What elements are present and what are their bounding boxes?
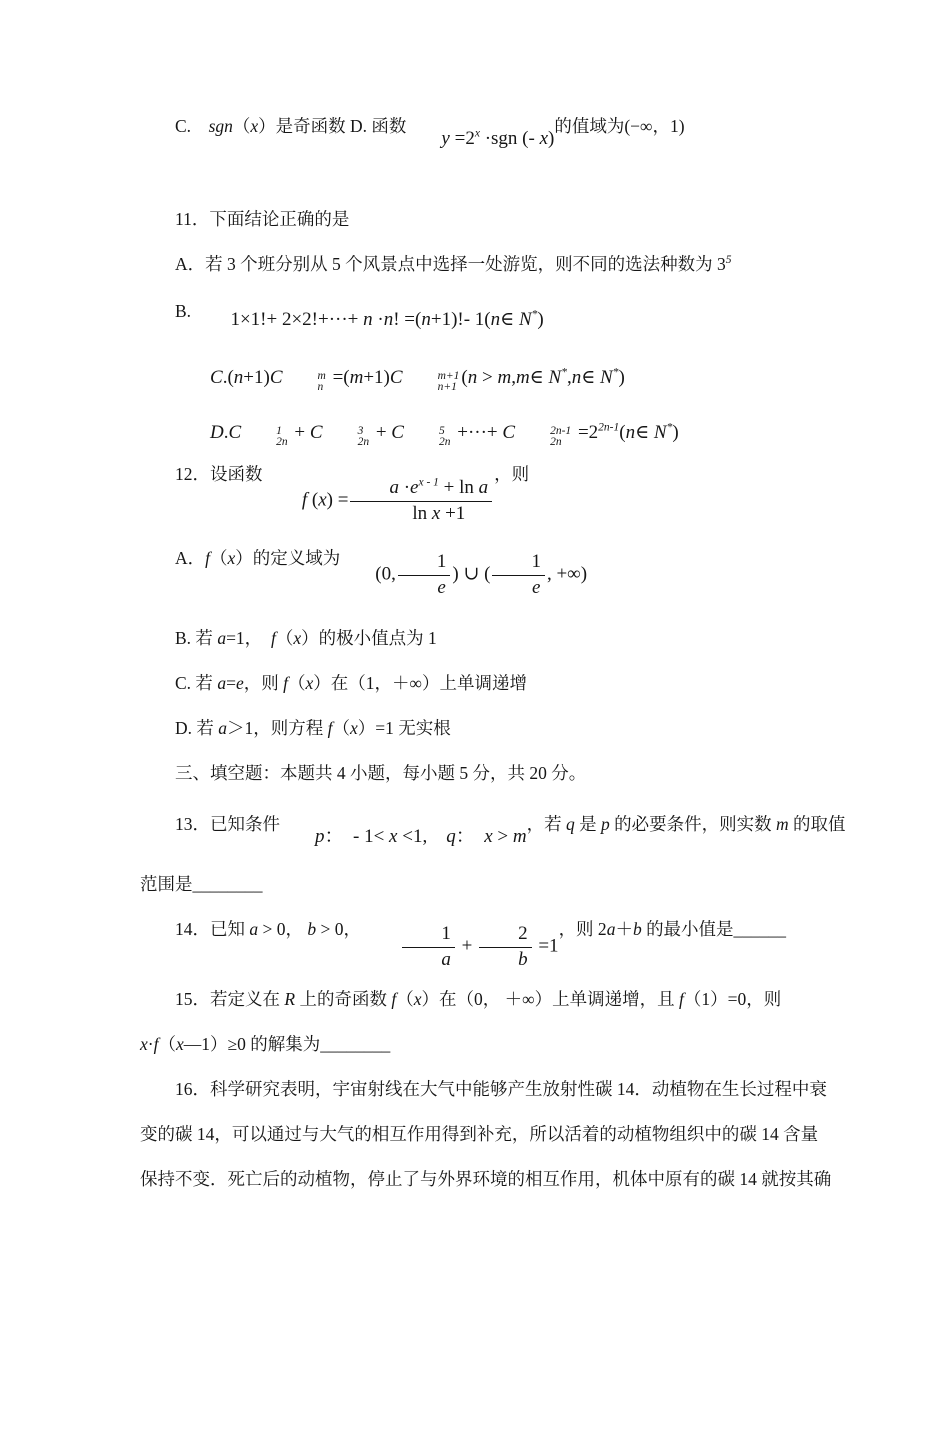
math-variable: n: [383, 308, 394, 330]
text-run: ∈: [635, 421, 654, 443]
paragraph-q15-line2: [140, 1022, 905, 1067]
math-variable: x: [431, 502, 441, 524]
fraction-denominator: [492, 576, 545, 600]
text-run: ! =(: [393, 308, 422, 330]
math-variable: a: [217, 627, 227, 648]
text-run: >: [492, 825, 513, 847]
text-run: —1）≥0 的解集为________: [183, 1034, 391, 1055]
math-variable: N: [600, 366, 613, 388]
paragraph-q12-c: [140, 661, 905, 706]
text-run: ,: [511, 366, 516, 388]
text-run: ) =: [326, 489, 349, 511]
text-run: （: [396, 989, 414, 1010]
text-run: 是: [574, 813, 601, 834]
paragraph-q11-stem: [140, 197, 905, 242]
paragraph-q12-stem: [140, 452, 905, 526]
text-run: 的最小值是______: [641, 919, 787, 940]
subscript: 2n: [276, 435, 288, 448]
text-run: 1: [531, 551, 541, 573]
superscript: 2n-1: [550, 424, 572, 437]
text-run: .(: [222, 366, 234, 388]
math-variable: C: [309, 421, 323, 443]
paragraph-q11-d: [140, 405, 905, 450]
math-variable: p: [315, 825, 325, 847]
text-run: ：: [455, 825, 485, 847]
text-run: ): [672, 421, 679, 443]
math-formula: [175, 421, 679, 448]
math-variable: b: [632, 919, 642, 940]
fraction-numerator: [398, 551, 451, 576]
paragraph-q16-line3: [140, 1157, 905, 1202]
subscript: n+1: [437, 380, 457, 393]
fraction: [350, 477, 492, 526]
paragraph-q13-line1: [140, 802, 905, 849]
text-run: +1): [363, 366, 390, 388]
math-variable: q: [446, 825, 456, 847]
math-variable: D: [210, 421, 224, 443]
text-run: 1: [441, 922, 451, 944]
math-variable: N: [518, 308, 532, 330]
superscript: x: [474, 127, 480, 140]
math-variable: y: [441, 128, 450, 149]
text-run: 保持不变．死亡后的动植物，停止了与外界环境的相互作用，机体中原有的碳 14 就按其确: [140, 1169, 832, 1190]
text-run: ,: [566, 366, 572, 388]
text-run: +1: [440, 502, 466, 524]
paragraph-q15-line1: [140, 977, 905, 1022]
fraction-numerator: [479, 923, 532, 948]
text-run: 11．下面结论正确的是: [175, 208, 350, 229]
math-variable: x: [350, 717, 358, 738]
math-variable: n: [467, 366, 478, 388]
math-variable: f: [327, 717, 333, 738]
text-run: ）在（0， ＋∞）上单调递增，且: [421, 989, 679, 1010]
text-run: > 0，: [258, 919, 308, 940]
text-run: 的必要条件，则实数: [609, 813, 776, 834]
text-run: 13．已知条件: [175, 813, 280, 834]
exam-document-page: [0, 104, 950, 1448]
subscript: n: [317, 380, 324, 393]
paragraph-q16-line2: [140, 1112, 905, 1157]
paragraph-q12-a: [140, 536, 905, 600]
text-run: 16．科学研究表明，宇宙射线在大气中能够产生放射性碳 14．动植物在生长过程中衰: [175, 1079, 827, 1100]
paragraph-sec3-header: [140, 751, 905, 796]
math-variable: x: [250, 116, 259, 136]
superscript: 2n-1: [598, 421, 620, 434]
text-run: ，若: [526, 813, 566, 834]
math-formula: [195, 308, 543, 332]
math-variable: n: [233, 366, 244, 388]
fraction-denominator: [350, 502, 492, 526]
superscript: m: [317, 369, 326, 382]
math-variable: a: [441, 948, 451, 970]
math-variable: x: [227, 547, 236, 568]
text-run: 上的奇函数: [295, 989, 392, 1010]
text-run: 的值域为(−∞，1): [554, 116, 685, 136]
text-run: ): [537, 308, 544, 330]
text-run: (: [461, 366, 468, 388]
math-variable: b: [518, 948, 528, 970]
math-variable: m: [497, 366, 512, 388]
text-run: ）=1 无实根: [357, 717, 451, 738]
math-formula: [406, 127, 554, 151]
math-variable: e: [531, 576, 541, 598]
text-run: C. 若: [175, 672, 218, 693]
math-variable: C: [389, 366, 403, 388]
paragraph-q11-a: [140, 242, 905, 287]
math-variable: m: [515, 366, 530, 388]
fraction-numerator: [350, 477, 492, 502]
text-run: ln: [412, 502, 432, 524]
text-run: +1): [243, 366, 270, 388]
math-formula: [365, 923, 558, 972]
math-formula: [175, 366, 625, 393]
math-variable: C: [210, 366, 223, 388]
text-run: =1: [533, 935, 559, 957]
paragraph-q12-b: [140, 616, 905, 661]
text-run: (: [619, 421, 626, 443]
math-variable: n: [625, 421, 636, 443]
text-run: ∈: [529, 366, 549, 388]
text-run: <1,: [397, 825, 447, 847]
text-run: （: [332, 717, 351, 738]
math-variable: n: [490, 308, 501, 330]
math-variable: C: [269, 366, 283, 388]
math-variable: x: [140, 1034, 148, 1055]
text-run: =: [226, 672, 236, 693]
text-run: 的取值: [788, 813, 846, 834]
math-variable: C: [502, 421, 516, 443]
math-variable: a: [478, 477, 489, 499]
math-variable: f: [205, 547, 211, 568]
text-run: ，则: [494, 463, 530, 484]
math-variable: q: [565, 813, 575, 834]
superscript: m+1: [437, 369, 460, 382]
stacked-super-subscript: [241, 426, 288, 448]
text-run: +: [289, 421, 310, 443]
text-run: =2: [449, 128, 475, 149]
stacked-super-subscript: [515, 426, 571, 448]
text-run: （: [275, 627, 294, 648]
document-content: [140, 104, 905, 1202]
paragraph-q11-b: [140, 289, 905, 334]
text-run: B.: [175, 300, 196, 321]
paragraph-q16-line1: [140, 1067, 905, 1112]
math-variable: m: [775, 813, 789, 834]
paragraph-q13-line2: [140, 862, 905, 907]
math-variable: x: [484, 825, 493, 847]
text-run: （1）=0，则: [683, 989, 782, 1010]
text-run: A．: [175, 547, 206, 568]
math-variable: f: [283, 672, 288, 693]
text-run: ）是奇函数 D. 函数: [258, 116, 407, 136]
math-variable: x: [413, 989, 422, 1010]
math-variable: e: [235, 672, 244, 693]
text-run: =1，: [226, 627, 271, 648]
math-variable: R: [284, 989, 296, 1010]
text-run: ·: [398, 477, 411, 499]
superscript: x - 1: [418, 476, 439, 489]
text-run: A．若 3 个班分别从 5 个风景点中选择一处游览，则不同的选法种数为 3: [175, 253, 726, 274]
fraction-numerator: [492, 551, 545, 576]
text-run: （: [158, 1034, 176, 1055]
text-run: +: [371, 421, 392, 443]
math-variable: f: [301, 489, 308, 511]
text-run: 14．已知: [175, 919, 250, 940]
stacked-super-subscript: [283, 371, 326, 393]
text-run: ): [548, 128, 555, 149]
math-variable: a: [389, 477, 399, 499]
math-formula: [280, 825, 527, 849]
text-run: ·sgn (-: [479, 128, 540, 149]
math-variable: a: [218, 717, 228, 738]
stacked-super-subscript: [323, 426, 370, 448]
superscript: *: [531, 308, 538, 321]
math-variable: m: [512, 825, 527, 847]
math-variable: n: [363, 308, 373, 330]
fraction-denominator: [479, 948, 532, 972]
math-variable: e: [437, 576, 446, 598]
math-variable: N: [548, 366, 562, 388]
subscript: 2n: [357, 435, 370, 448]
text-run: ·: [372, 308, 384, 330]
text-run: B. 若: [175, 627, 218, 648]
math-variable: f: [391, 989, 397, 1010]
subscript: 2n: [550, 435, 562, 448]
text-run: C.: [175, 116, 209, 136]
math-variable: x: [293, 627, 302, 648]
superscript: *: [561, 366, 567, 379]
text-run: ·: [147, 1034, 154, 1055]
text-run: （: [287, 672, 306, 693]
text-run: ): [618, 366, 625, 388]
math-variable: e: [410, 477, 419, 499]
text-run: 1: [436, 551, 447, 573]
text-run: 变的碳 14，可以通过与大气的相互作用得到补充，所以活着的动植物组织中的碳 14 含量: [140, 1124, 819, 1145]
math-variable: n: [571, 366, 582, 388]
stacked-super-subscript: [403, 371, 460, 393]
fraction-denominator: [398, 576, 451, 600]
math-variable: f: [153, 1034, 159, 1055]
math-variable: N: [653, 421, 667, 443]
math-variable: C: [228, 421, 242, 443]
text-run: ： - 1<: [324, 825, 390, 847]
math-variable: a: [606, 919, 616, 940]
text-run: ∈: [500, 308, 519, 330]
math-formula: [340, 551, 587, 600]
superscript: 5: [438, 424, 445, 437]
text-run: ）的极小值点为 1: [301, 627, 437, 648]
text-run: =2: [573, 421, 599, 443]
paragraph-q14: [140, 907, 905, 971]
paragraph-q12-d: [140, 706, 905, 751]
text-run: 2: [518, 922, 528, 944]
text-run: 1×1!+ 2×2!+···+: [230, 308, 364, 330]
text-run: ＞1，则方程: [227, 717, 328, 738]
math-variable: C: [391, 421, 404, 443]
math-variable: x: [318, 489, 327, 511]
text-run: （: [232, 116, 251, 136]
fraction: [402, 923, 455, 972]
text-run: ）在（1，＋∞）上单调递增: [313, 672, 527, 693]
math-formula: [267, 477, 494, 526]
math-variable: n: [421, 308, 431, 330]
math-variable: p: [600, 813, 610, 834]
text-run: (0,: [375, 563, 396, 585]
text-run: ) ∪ (: [452, 563, 491, 585]
fraction: [479, 923, 532, 972]
math-variable: x: [389, 825, 398, 847]
text-run: , +∞): [546, 563, 588, 585]
math-variable: x: [305, 672, 314, 693]
stacked-super-subscript: [404, 426, 451, 448]
subscript: 2n: [438, 435, 451, 448]
fraction: [398, 551, 451, 600]
text-run: +1)!- 1(: [430, 308, 491, 330]
paragraph-opt-cd-line: [140, 104, 905, 151]
superscript: 3: [357, 424, 364, 437]
math-variable: b: [307, 919, 317, 940]
math-variable: f: [270, 627, 276, 648]
text-run: ）的定义域为: [235, 547, 341, 568]
text-run: ，则 2: [558, 919, 607, 940]
text-run: > 0，: [316, 919, 366, 940]
text-run: =(: [327, 366, 350, 388]
text-run: (: [307, 489, 319, 511]
text-run: .: [223, 421, 229, 443]
paragraph-q11-c: [140, 350, 905, 395]
text-run: >: [477, 366, 498, 388]
math-variable: a: [217, 672, 227, 693]
fraction: [492, 551, 545, 600]
text-run: 15．若定义在: [175, 989, 285, 1010]
text-run: 12．设函数: [175, 463, 267, 484]
text-run: 范围是________: [140, 874, 263, 895]
math-variable: x: [539, 128, 549, 149]
math-variable: m: [349, 366, 364, 388]
text-run: ＋: [615, 919, 633, 940]
math-variable: f: [678, 989, 684, 1010]
text-run: + ln: [438, 477, 479, 499]
math-variable: sgn: [208, 116, 233, 136]
fraction-numerator: [402, 923, 455, 948]
text-run: D. 若: [175, 717, 219, 738]
fraction-denominator: [402, 948, 455, 972]
text-run: ∈: [581, 366, 601, 388]
math-variable: x: [175, 1034, 184, 1055]
text-run: （: [210, 547, 228, 568]
superscript: 5: [725, 253, 732, 266]
superscript: *: [612, 366, 619, 379]
text-run: +···+: [452, 421, 503, 443]
superscript: 1: [276, 424, 282, 437]
math-variable: a: [249, 919, 259, 940]
superscript: *: [666, 421, 673, 434]
text-run: ，则: [243, 672, 284, 693]
text-run: +: [456, 935, 478, 957]
text-run: 三、填空题：本题共 4 小题，每小题 5 分，共 20 分。: [175, 762, 587, 783]
